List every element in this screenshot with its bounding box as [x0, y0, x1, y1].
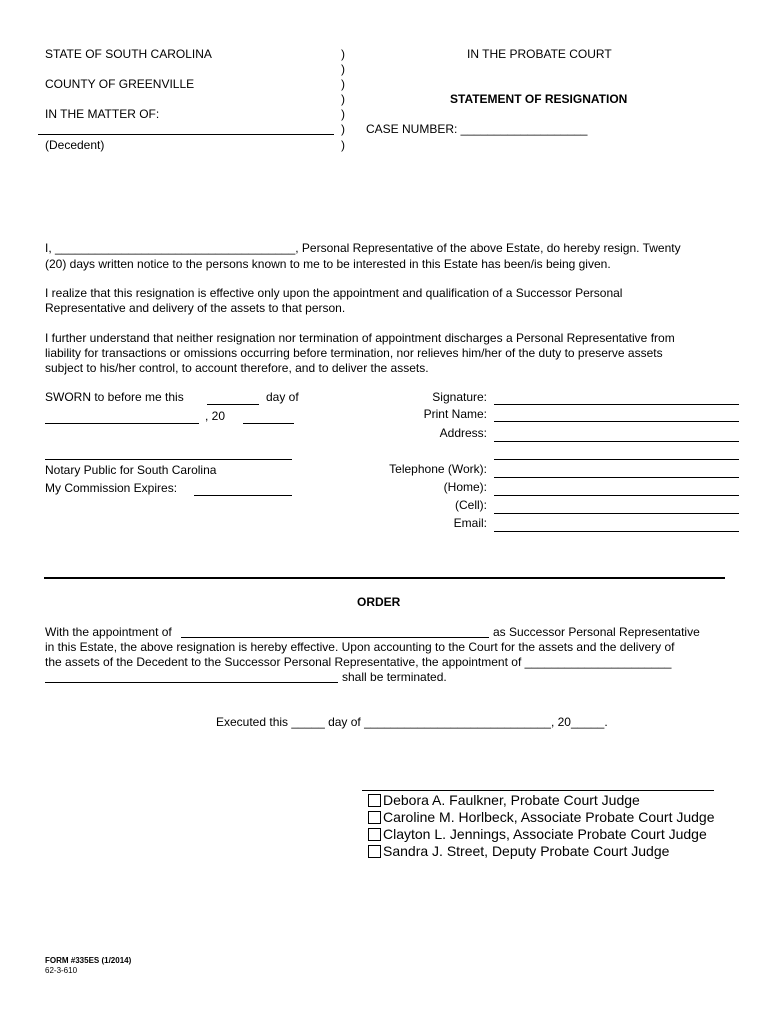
telephone-cell-line[interactable]: [494, 513, 739, 514]
checkbox[interactable]: [368, 828, 381, 841]
section-divider: [44, 577, 725, 579]
sworn-month-line[interactable]: [45, 423, 199, 424]
sworn-day-line[interactable]: [207, 404, 259, 405]
judge-option[interactable]: [368, 792, 640, 808]
telephone-home-line[interactable]: [494, 495, 739, 496]
realize-line-1: I realize that this resignation is effective only upon the appointment and qualification of a Successor Personal: [45, 286, 623, 300]
paren: ): [341, 107, 345, 121]
address-line-2[interactable]: [494, 459, 739, 460]
court-label: IN THE PROBATE COURT: [467, 47, 612, 61]
order-line-1a: With the appointment of: [45, 625, 172, 639]
order-heading: ORDER: [357, 595, 401, 609]
state-label: STATE OF SOUTH CAROLINA: [45, 47, 212, 61]
understand-line-1: I further understand that neither resignation nor termination of appointment discharges a Personal Representative from: [45, 331, 675, 345]
signature-line[interactable]: [494, 404, 739, 405]
judge-name: Caroline M. Horlbeck, Associate Probate Court Judge: [383, 809, 715, 825]
paren: ): [341, 138, 345, 152]
successor-name-line[interactable]: [181, 637, 489, 638]
order-line-4: shall be terminated.: [342, 670, 447, 684]
checkbox[interactable]: [368, 794, 381, 807]
order-line-2: in this Estate, the above resignation is hereby effective. Upon accounting to the Court for the assets and the delivery of: [45, 640, 675, 654]
order-line-3: the assets of the Decedent to the Successor Personal Representative, the appointment of ______________________: [45, 655, 672, 669]
checkbox[interactable]: [368, 811, 381, 824]
notary-signature-line[interactable]: [45, 459, 292, 460]
checkbox[interactable]: [368, 845, 381, 858]
terminated-name-line[interactable]: [45, 682, 338, 683]
page-title: STATEMENT OF RESIGNATION: [450, 92, 628, 106]
telephone-work-line[interactable]: [494, 477, 739, 478]
judge-option[interactable]: [368, 809, 715, 825]
print-name-label: Print Name:: [423, 407, 487, 421]
commission-line[interactable]: [194, 495, 292, 496]
case-number[interactable]: CASE NUMBER: ___________________: [366, 122, 588, 136]
email-line[interactable]: [494, 531, 739, 532]
judge-name: Debora A. Faulkner, Probate Court Judge: [383, 792, 640, 808]
statute-code: 62-3-610: [45, 966, 78, 975]
judge-name: Sandra J. Street, Deputy Probate Court Judge: [383, 843, 670, 859]
resign-line-2: (20) days written notice to the persons known to me to be interested in this Estate has been/is being given.: [45, 257, 611, 271]
paren: ): [341, 62, 345, 76]
judge-option[interactable]: [368, 843, 669, 859]
telephone-work-label: Telephone (Work):: [389, 462, 487, 476]
judge-name: Clayton L. Jennings, Associate Probate Court Judge: [383, 826, 707, 842]
sworn-label: SWORN to before me this: [45, 390, 184, 404]
paren: ): [341, 77, 345, 91]
order-line-1b: as Successor Personal Representative: [493, 625, 700, 639]
print-name-line[interactable]: [494, 421, 739, 422]
judge-option[interactable]: [368, 826, 707, 842]
understand-line-2: liability for transactions or omissions occurring before termination, nor relieves him/her of the duty to preserve assets: [45, 346, 663, 360]
year-prefix: , 20: [205, 409, 226, 423]
decedent-name-line[interactable]: [38, 134, 334, 135]
form-number: FORM #335ES (1/2014): [45, 956, 132, 965]
day-of-label: day of: [266, 390, 299, 404]
paren: ): [341, 47, 345, 61]
executed-line: Executed this _____ day of ____________________________, 20_____.: [216, 715, 608, 729]
email-label: Email:: [453, 516, 487, 530]
matter-label: IN THE MATTER OF:: [45, 107, 160, 121]
commission-label: My Commission Expires:: [45, 481, 178, 495]
understand-line-3: subject to his/her control, to account therefore, and to deliver the assets.: [45, 361, 429, 375]
paren: ): [341, 92, 345, 106]
telephone-cell-label: (Cell):: [455, 498, 487, 512]
county-label: COUNTY OF GREENVILLE: [45, 77, 195, 91]
decedent-label: (Decedent): [45, 138, 105, 152]
realize-line-2: Representative and delivery of the assets to that person.: [45, 301, 346, 315]
judge-signature-line[interactable]: [362, 790, 714, 791]
address-label: Address:: [439, 426, 487, 440]
resign-line-1: I, ____________________________________, Personal Representative of the above Estate, do hereby resign. Twenty: [45, 241, 681, 255]
sworn-year-line[interactable]: [243, 423, 294, 424]
paren: ): [341, 122, 345, 136]
signature-label: Signature:: [432, 390, 487, 404]
address-line-1[interactable]: [494, 441, 739, 442]
notary-label: Notary Public for South Carolina: [45, 463, 217, 477]
telephone-home-label: (Home):: [443, 480, 487, 494]
